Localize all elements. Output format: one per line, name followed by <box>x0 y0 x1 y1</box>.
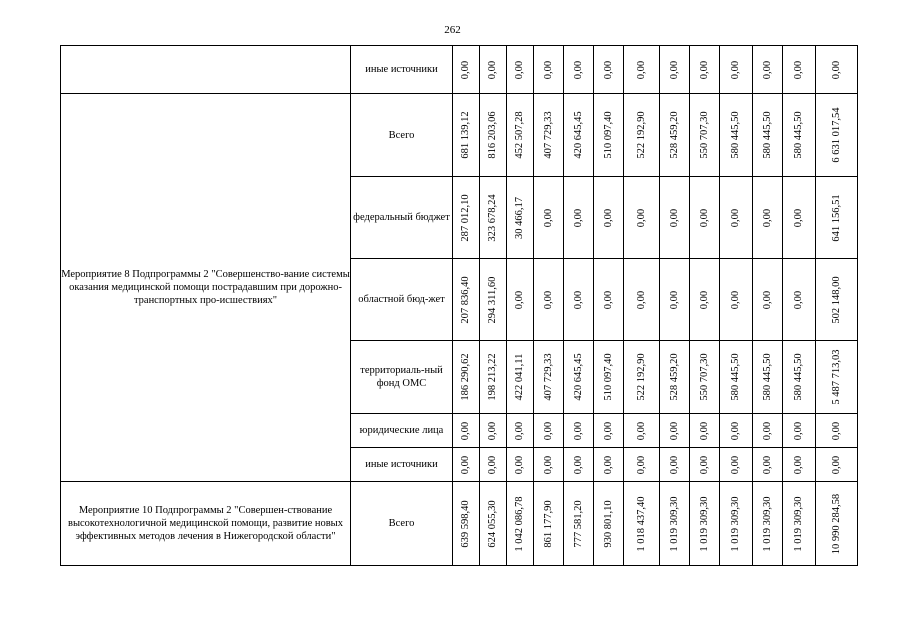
value-text: 580 445,50 <box>761 353 773 401</box>
value-text: 0,00 <box>668 421 680 440</box>
value-text: 0,00 <box>542 421 554 440</box>
value-cell <box>753 94 783 177</box>
value-cell <box>453 448 480 482</box>
value-cell <box>720 46 753 94</box>
value-text: 0,00 <box>668 60 680 79</box>
value-text: 407 729,33 <box>542 111 554 159</box>
value-text: 580 445,50 <box>793 111 804 159</box>
value-cell <box>690 341 720 414</box>
value-cell <box>564 46 594 94</box>
value-cell <box>816 259 858 341</box>
value-cell <box>564 259 594 341</box>
value-text: 30 466,17 <box>514 196 525 239</box>
value-cell <box>480 482 507 566</box>
value-text: 0,00 <box>698 290 710 309</box>
value-cell <box>564 448 594 482</box>
value-cell <box>534 414 564 448</box>
value-text: 639 598,40 <box>460 499 471 548</box>
value-text: 0,00 <box>830 455 842 474</box>
value-cell <box>816 448 858 482</box>
value-cell <box>783 341 816 414</box>
value-text: 0,00 <box>542 208 554 227</box>
value-text: 0,00 <box>572 60 584 79</box>
value-cell <box>720 341 753 414</box>
value-cell <box>594 177 624 259</box>
value-cell <box>534 341 564 414</box>
value-text: 0,00 <box>730 455 741 474</box>
value-text: 1 019 309,30 <box>793 495 804 552</box>
value-text: 0,00 <box>730 290 741 309</box>
value-text: 0,00 <box>793 290 804 309</box>
value-cell <box>480 341 507 414</box>
value-cell <box>624 448 660 482</box>
value-text: 580 445,50 <box>730 111 741 159</box>
value-text: 777 581,20 <box>572 499 584 548</box>
value-cell <box>783 94 816 177</box>
value-text: 0,00 <box>668 455 680 474</box>
value-text: 207 836,40 <box>460 275 471 324</box>
value-cell <box>720 448 753 482</box>
value-cell <box>783 259 816 341</box>
value-text: 0,00 <box>460 421 471 440</box>
value-text: 502 148,00 <box>830 275 842 324</box>
value-cell <box>594 482 624 566</box>
value-cell <box>753 46 783 94</box>
value-text: 580 445,50 <box>793 353 804 401</box>
value-text: 422 041,11 <box>514 353 525 401</box>
value-text: 0,00 <box>542 290 554 309</box>
value-cell <box>594 46 624 94</box>
value-cell <box>480 46 507 94</box>
value-cell <box>564 341 594 414</box>
value-text: 0,00 <box>514 455 525 474</box>
value-text: 0,00 <box>487 455 498 474</box>
value-text: 0,00 <box>761 421 773 440</box>
value-text: 294 311,60 <box>487 276 498 323</box>
value-cell <box>816 414 858 448</box>
value-text: 420 645,45 <box>572 353 584 401</box>
value-text: 0,00 <box>761 60 773 79</box>
value-cell <box>624 46 660 94</box>
value-text: 528 459,20 <box>668 353 680 401</box>
value-cell <box>690 448 720 482</box>
value-cell <box>624 414 660 448</box>
funding-source-cell: Всего <box>351 94 453 177</box>
value-text: 0,00 <box>698 455 710 474</box>
value-text: 1 019 309,30 <box>698 495 710 552</box>
value-text: 0,00 <box>730 208 741 227</box>
value-cell <box>594 94 624 177</box>
value-cell <box>507 448 534 482</box>
event-name-cell: Мероприятие 8 Подпрограммы 2 "Совершенство-вание системы оказания медицинской помощи пострадавшим при дорожно-транспортных про-исшествиях" <box>61 94 351 482</box>
value-cell <box>507 482 534 566</box>
value-text: 0,00 <box>635 208 647 227</box>
value-text: 0,00 <box>602 60 614 79</box>
value-text: 1 018 437,40 <box>635 495 647 552</box>
value-text: 861 177,90 <box>542 499 554 548</box>
value-text: 0,00 <box>793 208 804 227</box>
value-text: 0,00 <box>635 455 647 474</box>
value-text: 0,00 <box>830 421 842 440</box>
value-cell <box>783 482 816 566</box>
value-cell <box>534 448 564 482</box>
value-text: 0,00 <box>830 60 842 79</box>
value-cell <box>816 94 858 177</box>
value-cell <box>690 46 720 94</box>
value-cell <box>660 177 690 259</box>
value-text: 198 213,22 <box>487 353 498 401</box>
value-cell <box>594 259 624 341</box>
value-text: 816 203,06 <box>487 111 498 159</box>
value-text: 0,00 <box>793 421 804 440</box>
value-text: 420 645,45 <box>572 111 584 159</box>
value-text: 681 139,12 <box>460 111 471 159</box>
value-cell <box>594 341 624 414</box>
value-cell <box>690 177 720 259</box>
value-text: 10 990 284,58 <box>830 493 842 554</box>
value-cell <box>564 414 594 448</box>
value-cell <box>594 414 624 448</box>
value-cell <box>624 94 660 177</box>
value-text: 1 019 309,30 <box>761 495 773 552</box>
value-cell <box>720 94 753 177</box>
value-text: 1 019 309,30 <box>730 495 741 552</box>
value-text: 510 097,40 <box>602 111 614 159</box>
value-text: 0,00 <box>698 421 710 440</box>
value-cell <box>534 482 564 566</box>
value-cell <box>783 177 816 259</box>
value-text: 0,00 <box>602 290 614 309</box>
value-cell <box>564 482 594 566</box>
table-row <box>61 46 858 94</box>
value-cell <box>453 46 480 94</box>
value-cell <box>816 177 858 259</box>
value-text: 624 055,30 <box>487 499 498 548</box>
table-row <box>61 482 858 566</box>
value-text: 0,00 <box>572 290 584 309</box>
value-text: 0,00 <box>635 290 647 309</box>
value-text: 1 042 086,78 <box>514 495 525 552</box>
value-cell <box>453 414 480 448</box>
value-cell <box>534 259 564 341</box>
value-cell <box>660 414 690 448</box>
value-text: 930 801,10 <box>602 499 614 548</box>
value-text: 0,00 <box>602 421 614 440</box>
value-cell <box>564 177 594 259</box>
funding-source-cell: областной бюд-жет <box>351 259 453 341</box>
value-cell <box>453 482 480 566</box>
budget-table-body <box>61 46 858 566</box>
value-cell <box>480 177 507 259</box>
value-cell <box>690 414 720 448</box>
value-cell <box>624 482 660 566</box>
value-cell <box>624 177 660 259</box>
value-text: 452 507,28 <box>514 111 525 159</box>
value-text: 510 097,40 <box>602 353 614 401</box>
value-cell <box>690 259 720 341</box>
value-text: 580 445,50 <box>761 111 773 159</box>
event-name-cell <box>61 46 351 94</box>
value-text: 0,00 <box>572 421 584 440</box>
value-cell <box>660 448 690 482</box>
value-cell <box>453 94 480 177</box>
value-cell <box>507 46 534 94</box>
value-text: 0,00 <box>668 290 680 309</box>
value-text: 0,00 <box>730 60 741 79</box>
value-cell <box>507 341 534 414</box>
value-text: 0,00 <box>761 455 773 474</box>
value-cell <box>720 259 753 341</box>
value-cell <box>507 414 534 448</box>
value-cell <box>753 448 783 482</box>
value-text: 0,00 <box>542 60 554 79</box>
value-cell <box>720 414 753 448</box>
value-text: 0,00 <box>460 60 471 79</box>
value-text: 0,00 <box>460 455 471 474</box>
value-text: 0,00 <box>635 421 647 440</box>
value-cell <box>660 341 690 414</box>
value-cell <box>690 482 720 566</box>
page-number: 262 <box>444 24 461 36</box>
value-cell <box>660 46 690 94</box>
value-text: 0,00 <box>514 290 525 309</box>
value-cell <box>783 448 816 482</box>
value-cell <box>480 94 507 177</box>
value-text: 287 012,10 <box>460 193 471 242</box>
value-cell <box>816 482 858 566</box>
value-cell <box>480 448 507 482</box>
value-text: 0,00 <box>793 455 804 474</box>
value-cell <box>453 341 480 414</box>
value-text: 550 707,30 <box>698 353 710 401</box>
value-text: 528 459,20 <box>668 111 680 159</box>
value-cell <box>720 177 753 259</box>
value-cell <box>720 482 753 566</box>
funding-source-cell: Всего <box>351 482 453 566</box>
value-text: 0,00 <box>542 455 554 474</box>
value-text: 0,00 <box>761 290 773 309</box>
value-cell <box>507 94 534 177</box>
value-text: 0,00 <box>635 60 647 79</box>
value-cell <box>453 177 480 259</box>
value-text: 0,00 <box>602 208 614 227</box>
table-row <box>61 94 858 177</box>
value-cell <box>564 94 594 177</box>
value-text: 580 445,50 <box>730 353 741 401</box>
event-name-cell: Мероприятие 10 Подпрограммы 2 "Совершен-ствование высокотехнологичной медицинской помощи, развитие новых эффективных методов лечения в Нижегородской области" <box>61 482 351 566</box>
value-cell <box>534 177 564 259</box>
value-text: 0,00 <box>793 60 804 79</box>
value-cell <box>624 259 660 341</box>
value-cell <box>690 94 720 177</box>
value-cell <box>783 46 816 94</box>
value-cell <box>453 259 480 341</box>
value-text: 641 156,51 <box>830 193 842 242</box>
value-cell <box>534 46 564 94</box>
value-text: 0,00 <box>572 455 584 474</box>
value-text: 6 631 017,54 <box>830 107 842 163</box>
value-cell <box>480 414 507 448</box>
value-text: 0,00 <box>514 421 525 440</box>
value-text: 0,00 <box>487 60 498 79</box>
value-text: 323 678,24 <box>487 193 498 242</box>
value-cell <box>660 94 690 177</box>
value-text: 0,00 <box>514 60 525 79</box>
value-cell <box>816 341 858 414</box>
value-text: 0,00 <box>602 455 614 474</box>
value-cell <box>753 414 783 448</box>
value-cell <box>816 46 858 94</box>
value-text: 0,00 <box>761 208 773 227</box>
value-text: 0,00 <box>487 421 498 440</box>
value-cell <box>507 259 534 341</box>
value-text: 1 019 309,30 <box>668 495 680 552</box>
value-cell <box>753 259 783 341</box>
value-text: 0,00 <box>698 208 710 227</box>
value-text: 522 192,90 <box>635 353 647 401</box>
value-cell <box>783 414 816 448</box>
funding-source-cell: иные источники <box>351 448 453 482</box>
value-text: 0,00 <box>572 208 584 227</box>
funding-source-cell: иные источники <box>351 46 453 94</box>
value-text: 407 729,33 <box>542 353 554 401</box>
funding-source-cell: федеральный бюджет <box>351 177 453 259</box>
value-cell <box>480 259 507 341</box>
budget-table <box>60 45 858 566</box>
value-text: 0,00 <box>668 208 680 227</box>
funding-source-cell: территориаль-ный фонд ОМС <box>351 341 453 414</box>
value-cell <box>594 448 624 482</box>
value-text: 0,00 <box>730 421 741 440</box>
funding-source-cell: юридические лица <box>351 414 453 448</box>
value-cell <box>753 482 783 566</box>
value-cell <box>660 482 690 566</box>
value-text: 186 290,62 <box>460 353 471 401</box>
value-cell <box>753 177 783 259</box>
value-cell <box>660 259 690 341</box>
value-cell <box>507 177 534 259</box>
value-cell <box>534 94 564 177</box>
value-cell <box>624 341 660 414</box>
value-text: 550 707,30 <box>698 111 710 159</box>
value-text: 522 192,90 <box>635 111 647 159</box>
value-cell <box>753 341 783 414</box>
value-text: 0,00 <box>698 60 710 79</box>
value-text: 5 487 713,03 <box>830 349 842 405</box>
